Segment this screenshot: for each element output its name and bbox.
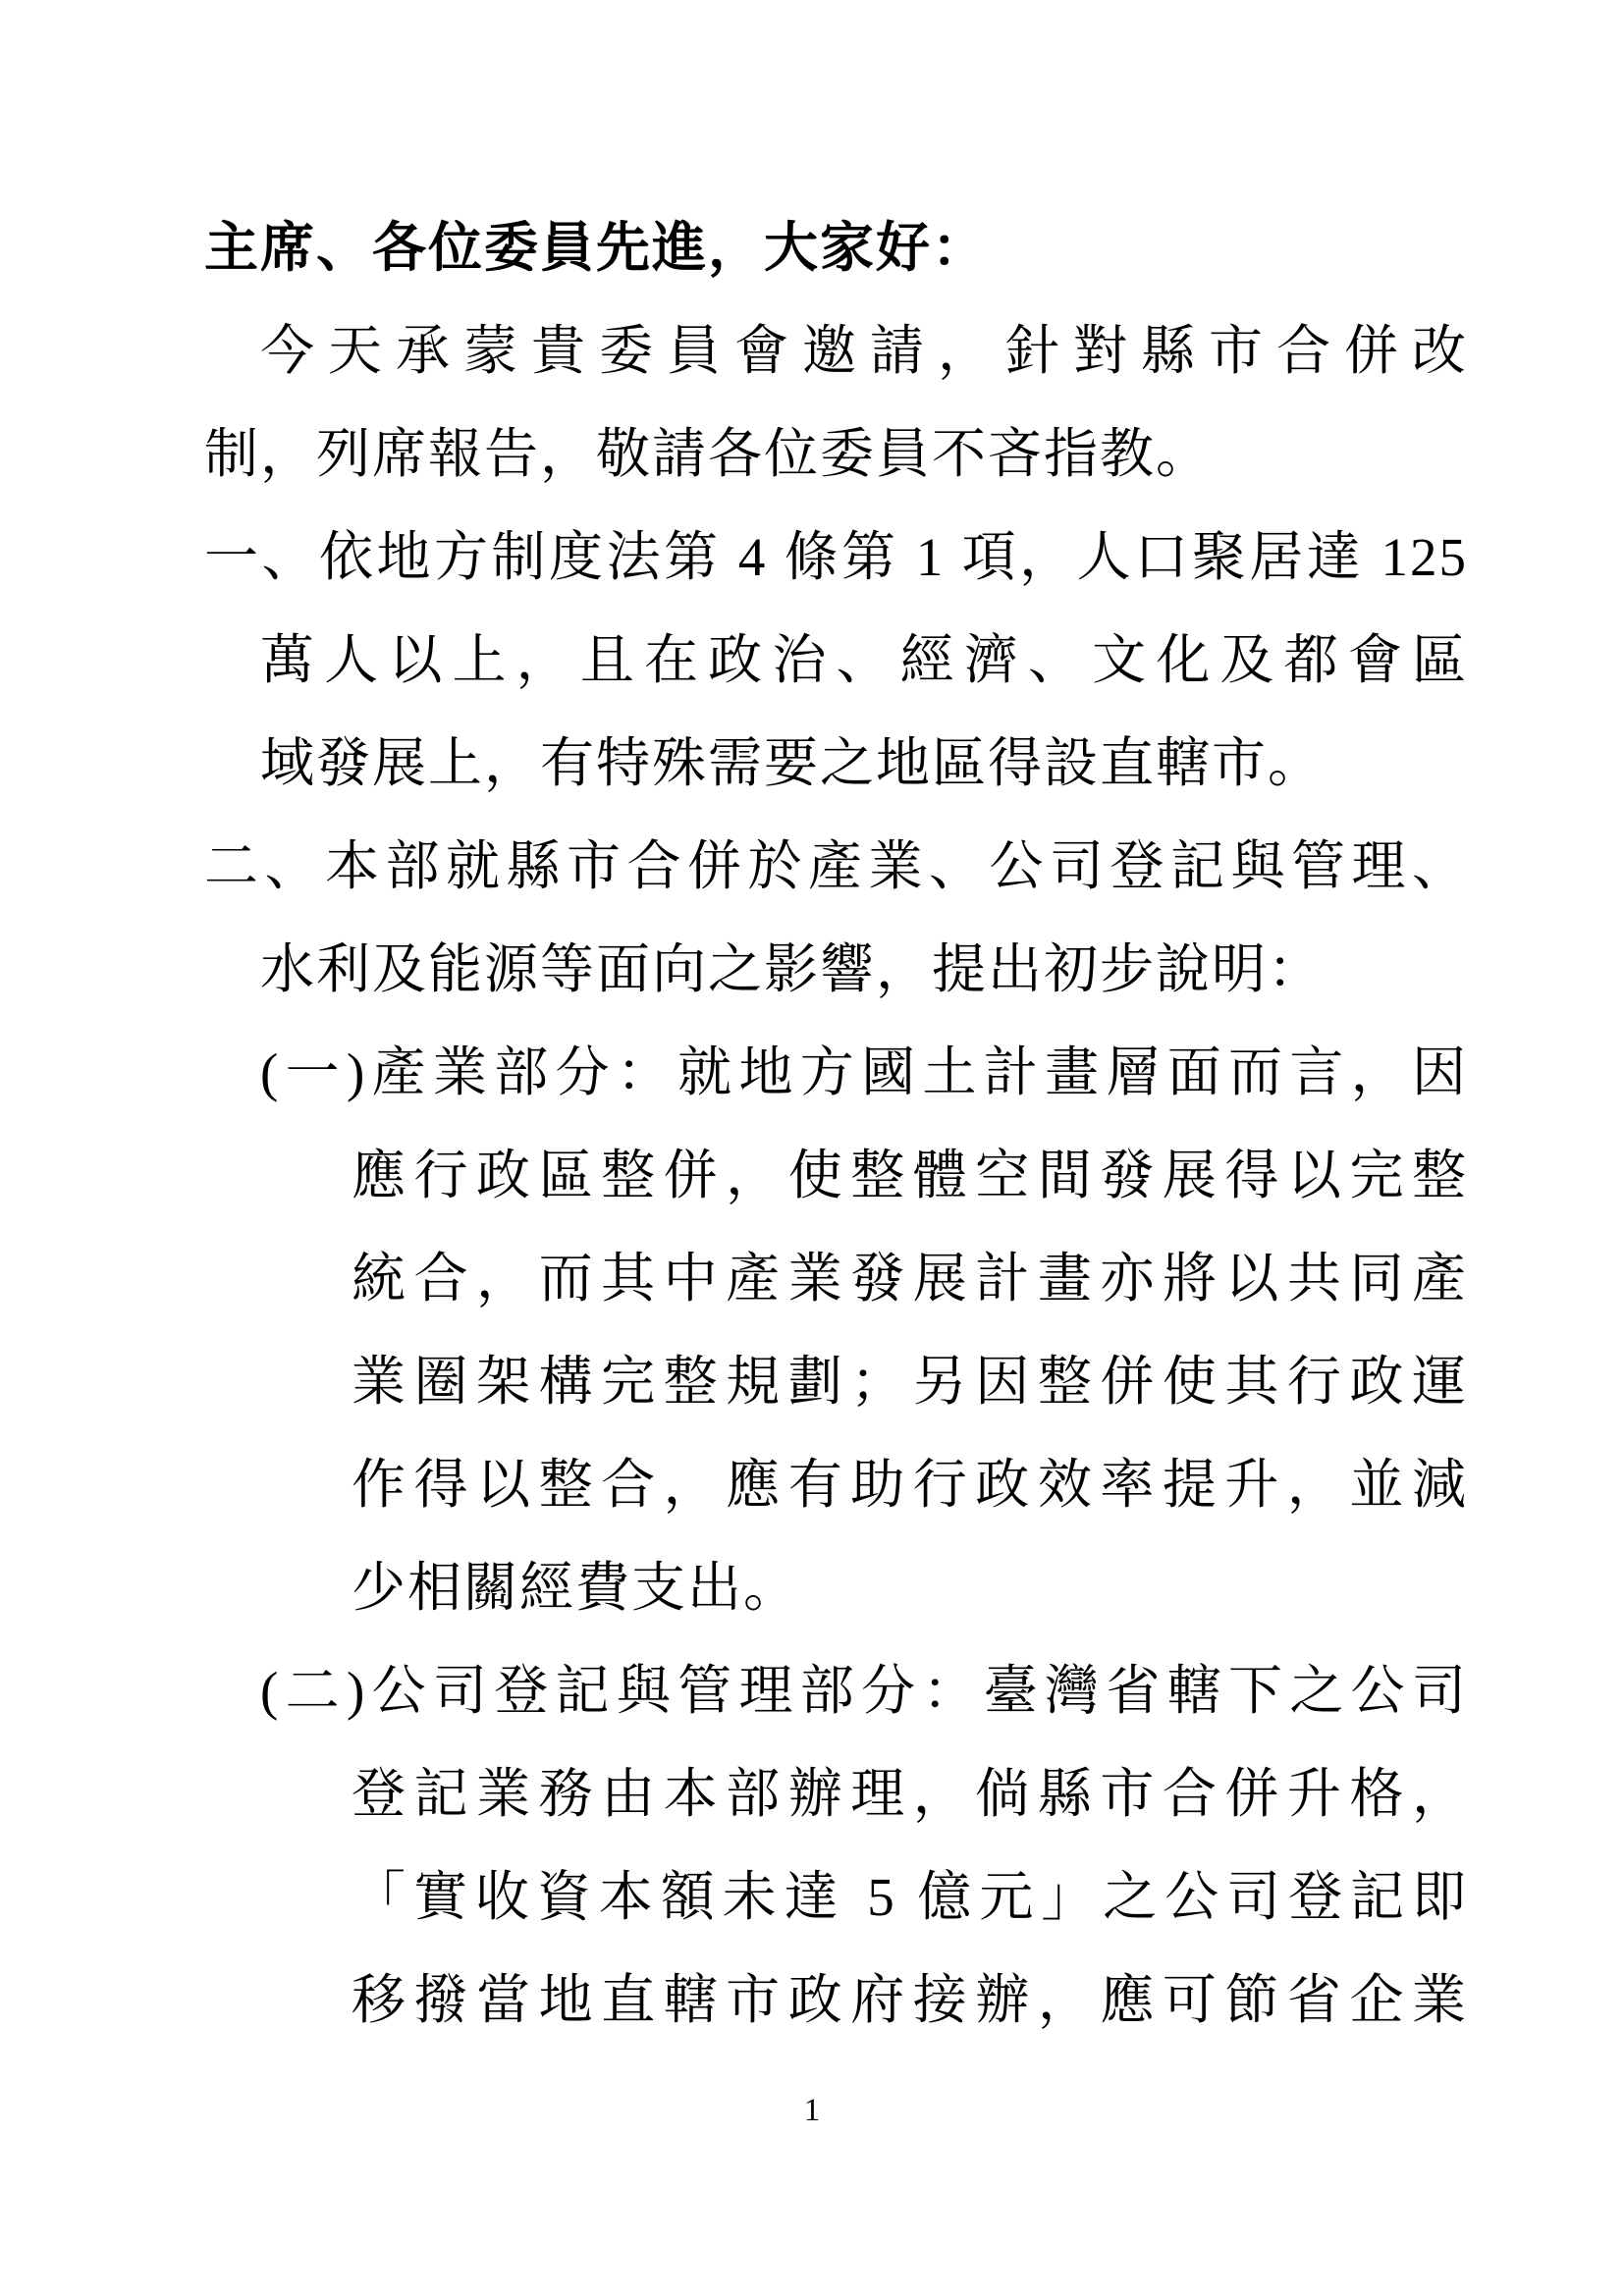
text-line: 一、依地方制度法第 4 條第 1 項，人口聚居達 125: [204, 527, 1468, 587]
text-line: 作得以整合，應有助行政效率提升，並減: [352, 1455, 1468, 1515]
document-heading: 主席、各位委員先進，大家好：: [204, 218, 989, 278]
page-number: 1: [803, 2093, 821, 2128]
text-line: 業圈架構完整規劃；另因整併使其行政運: [352, 1352, 1468, 1412]
text-line: 登記業務由本部辦理，倘縣市合併升格，: [352, 1764, 1468, 1824]
text-line: (一)產業部分：就地方國土計畫層面而言，因: [260, 1042, 1468, 1102]
text-line: 少相關經費支出。: [352, 1558, 800, 1618]
text-line: 域發展上，有特殊需要之地區得設直轄市。: [260, 733, 1325, 793]
text-line: 制，列席報告，敬請各位委員不吝指教。: [204, 424, 1213, 484]
text-line: (二)公司登記與管理部分：臺灣省轄下之公司: [260, 1661, 1468, 1721]
text-line: 水利及能源等面向之影響，提出初步說明：: [260, 939, 1325, 999]
text-line: 二、本部就縣市合併於產業、公司登記與管理、: [204, 836, 1468, 896]
text-line: 今天承蒙貴委員會邀請，針對縣市合併改: [260, 321, 1468, 381]
text-line: 應行政區整併，使整體空間發展得以完整: [352, 1146, 1468, 1205]
text-line: 萬人以上，且在政治、經濟、文化及都會區: [260, 630, 1468, 690]
document-body: [204, 196, 1468, 2052]
text-line: 「實收資本額未達 5 億元」之公司登記即: [352, 1867, 1468, 1927]
text-line: 移撥當地直轄市政府接辦，應可節省企業: [352, 1970, 1468, 2030]
text-line: 統合，而其中產業發展計畫亦將以共同產: [352, 1249, 1468, 1308]
